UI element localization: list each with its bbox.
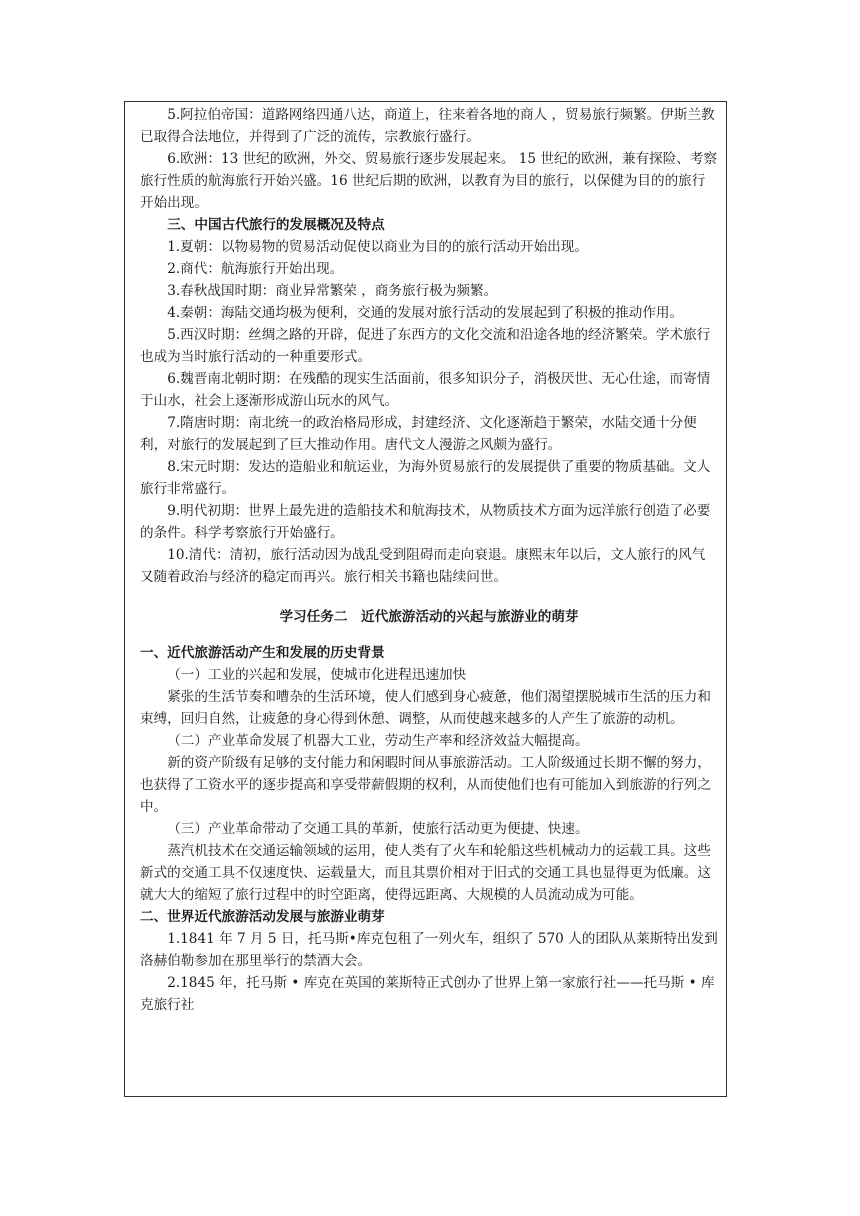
task-title: 学习任务二 近代旅游活动的兴起与旅游业的萌芽 (279, 609, 579, 625)
subheading-revolution: （二）产业革命发展了机器大工业，劳动生产率和经济效益大幅提高。 (167, 732, 589, 749)
paragraph-transport: 蒸汽机技术在交通运输领域的运用，使人类有了火车和轮船这些机械动力的运载工具。这些新式的交通工具不仅速度快、运载量大，而且其票价相对于旧式的交通工具也显得更为低廉。这就大大的缩短了旅行过程中的时空距离，使得远距离、大规模的人员流动成为可能。 (140, 842, 711, 903)
list-item: 5.西汉时期：丝绸之路的开辟，促进了东西方的文化交流和沿途各地的经济繁荣。学术旅行也成为当时旅行活动的一种重要形式。 (140, 327, 711, 365)
list-item: 8.宋元时期：发达的造船业和航运业，为海外贸易旅行的发展提供了重要的物质基础。文人旅行非常盛行。 (140, 459, 711, 497)
section-heading-background: 一、近代旅游活动产生和发展的历史背景 (140, 644, 385, 661)
subheading-industry: （一）工业的兴起和发展，使城市化进程迅速加快 (167, 666, 467, 683)
list-item: 2.1845 年，托马斯 • 库克在英国的莱斯特正式创办了世界上第一家旅行社——托马斯 • 库克旅行社 (140, 974, 715, 1013)
list-item: 4.秦朝：海陆交通均极为便利，交通的发展对旅行活动的发展起到了积极的推动作用。 (167, 305, 684, 321)
list-item: 1.1841 年 7 月 5 日，托马斯•库克包租了一列火车，组织了 570 人的团队从莱斯特出发到洛赫伯勒参加在那里举行的禁酒大会。 (140, 930, 718, 969)
section-heading-modern-tourism: 二、世界近代旅游活动发展与旅游业萌芽 (140, 908, 385, 925)
subheading-transport: （三）产业革命带动了交通工具的革新，使旅行活动更为便捷、快速。 (167, 820, 589, 837)
document-body (140, 104, 718, 1016)
paragraph-revolution: 新的资产阶级有足够的支付能力和闲暇时间从事旅游活动。工人阶级通过长期不懈的努力，也获得了工资水平的逐步提高和享受带薪假期的权利，从而使他们也有可能加入到旅游的行列之中。 (140, 754, 711, 815)
section-heading-china-ancient-travel: 三、中国古代旅行的发展概况及特点 (167, 217, 385, 233)
list-item: 1.夏朝：以物易物的贸易活动促使以商业为目的的旅行活动开始出现。 (167, 239, 588, 255)
list-item: 9.明代初期：世界上最先进的造船技术和航海技术，从物质技术方面为远洋旅行创造了必要的条件。科学考察旅行开始盛行。 (140, 503, 711, 541)
list-item: 10.清代：清初，旅行活动因为战乱受到阻碍而走向衰退。康熙末年以后，文人旅行的风气又随着政治与经济的稳定而再兴。旅行相关书籍也陆续问世。 (140, 547, 706, 585)
paragraph-europe: 6.欧洲：13 世纪的欧洲，外交、贸易旅行逐步发展起来。 15 世纪的欧洲，兼有探险、考察旅行性质的航海旅行开始兴盛。16 世纪后期的欧洲，以教育为目的旅行，以保健为目的的旅行开始出现。 (140, 151, 718, 211)
list-item: 3.春秋战国时期：商业异常繁荣 ，商务旅行极为频繁。 (167, 283, 498, 299)
paragraph-industry: 紧张的生活节奏和嘈杂的生活环境，使人们感到身心疲惫，他们渴望摆脱城市生活的压力和束缚，回归自然，让疲惫的身心得到休憩、调整，从而使越来越多的人产生了旅游的动机。 (140, 688, 711, 727)
list-item: 7.隋唐时期：南北统一的政治格局形成，封建经济、文化逐渐趋于繁荣，水陆交通十分便利，对旅行的发展起到了巨大推动作用。唐代文人漫游之风颇为盛行。 (140, 415, 697, 453)
list-item: 2.商代：航海旅行开始出现。 (167, 261, 344, 277)
paragraph-arab-empire: 5.阿拉伯帝国：道路网络四通八达，商道上，往来着各地的商人 ，贸易旅行频繁。伊斯兰教已取得合法地位，并得到了广泛的流传，宗教旅行盛行。 (140, 107, 715, 145)
list-item: 6.魏晋南北朝时期：在残酷的现实生活面前，很多知识分子，消极厌世、无心仕途，而寄情于山水，社会上逐渐形成游山玩水的风气。 (140, 371, 711, 409)
